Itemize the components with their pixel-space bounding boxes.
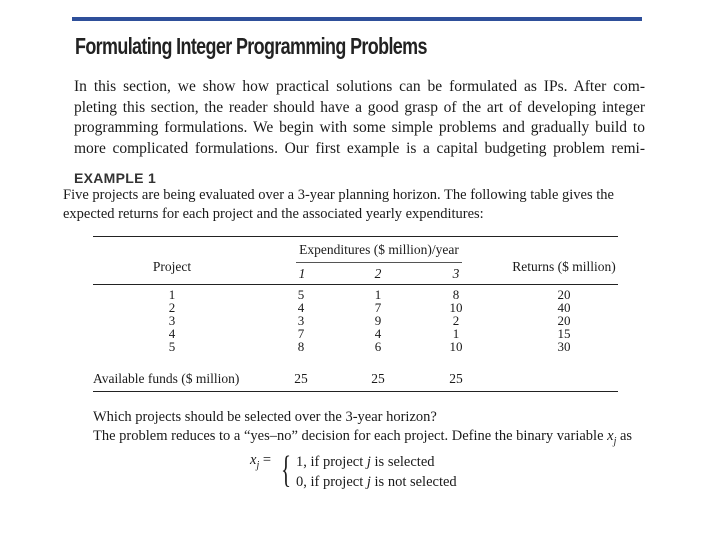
- question-line-2: [93, 427, 663, 451]
- top-rule: [72, 17, 642, 21]
- table-header-rule: [93, 284, 618, 285]
- available-funds-label: Available funds ($ million): [93, 371, 240, 386]
- table-cell: 4: [374, 326, 382, 341]
- question-tail: as: [616, 428, 633, 444]
- table-cell: 30: [557, 339, 571, 354]
- table-cell: 4: [297, 300, 305, 315]
- case1-pre: 1, if project: [296, 454, 367, 470]
- case2-var: j: [366, 474, 371, 490]
- returns-column: [552, 288, 576, 353]
- example-paragraph: [63, 186, 653, 224]
- table-cell: 1: [452, 326, 460, 341]
- example-line: Five projects are being evaluated over a 3-year planning horizon. The following table gives the: [63, 187, 614, 203]
- year-header-2: 2: [374, 266, 382, 281]
- formula-equals: =: [262, 452, 272, 468]
- intro-line: In this section, we show how practical solutions can be formulated as IPs. After com-: [74, 78, 645, 95]
- question-text: The problem reduces to a “yes–no” decision for each project. Define the binary variable: [93, 428, 608, 444]
- section-heading: Formulating Integer Programming Problems: [75, 33, 427, 59]
- intro-line: pleting this section, the reader should have a good grasp of the art of developing integer: [74, 98, 645, 116]
- table-cell: 40: [557, 300, 571, 315]
- table-cell: 6: [374, 339, 382, 354]
- table-cell: 5: [168, 339, 176, 354]
- table-cell: 4: [168, 326, 176, 341]
- formula-var: x: [250, 452, 257, 468]
- table-cell: 10: [449, 300, 463, 315]
- question-line: Which projects should be selected over the 3-year horizon?: [93, 409, 437, 425]
- case2-pre: 0, if project: [296, 474, 367, 490]
- table-cell: 1: [374, 287, 382, 302]
- question-paragraph: [93, 408, 663, 451]
- case1-post: is selected: [370, 454, 435, 470]
- project-column: [162, 288, 182, 353]
- returns-header: Returns ($ million): [512, 259, 616, 274]
- example-line: expected returns for each project and the associated yearly expenditures:: [63, 206, 484, 222]
- funds-year1: 25: [294, 371, 308, 386]
- table-cell: 15: [557, 326, 571, 341]
- table-cell: 7: [297, 326, 305, 341]
- table-bottom-rule: [93, 391, 618, 392]
- example-label: EXAMPLE 1: [74, 170, 157, 186]
- table-cell: 3: [297, 313, 305, 328]
- question-var: x: [607, 428, 614, 444]
- formula-case-2: [296, 474, 457, 491]
- year3-column: [444, 288, 468, 353]
- formula-brace: {: [281, 449, 292, 491]
- expenditures-underline: [296, 262, 462, 263]
- table-cell: 3: [168, 313, 176, 328]
- table-cell: 20: [557, 313, 571, 328]
- year1-column: [290, 288, 312, 353]
- table-cell: 2: [452, 313, 460, 328]
- year-header-3: 3: [452, 266, 460, 281]
- formula-sub: j: [256, 459, 260, 471]
- table-cell: 9: [374, 313, 382, 328]
- year-header-1: 1: [298, 266, 306, 281]
- intro-line: more complicated formulations. Our first example is a capital budgeting problem remi-: [74, 139, 645, 157]
- table-cell: 10: [449, 339, 463, 354]
- expenditures-header: Expenditures ($ million)/year: [299, 242, 459, 257]
- formula-case-1: [296, 454, 435, 471]
- formula-lhs: [250, 452, 271, 471]
- question-sub: j: [613, 435, 617, 447]
- intro-line: programming formulations. We begin with some simple problems and gradually build to: [74, 119, 645, 136]
- table-cell: 1: [168, 287, 176, 302]
- table-top-rule: [93, 236, 618, 237]
- table-cell: 7: [374, 300, 382, 315]
- table-cell: 8: [452, 287, 460, 302]
- table-cell: 20: [557, 287, 571, 302]
- table-cell: 2: [168, 300, 176, 315]
- table-cell: 8: [297, 339, 305, 354]
- year2-column: [367, 288, 389, 353]
- case1-var: j: [366, 454, 371, 470]
- table-cell: 5: [297, 287, 305, 302]
- funds-year2: 25: [371, 371, 385, 386]
- intro-paragraph: [74, 77, 645, 159]
- project-header: Project: [152, 259, 192, 274]
- funds-year3: 25: [449, 371, 463, 386]
- case2-post: is not selected: [370, 474, 457, 490]
